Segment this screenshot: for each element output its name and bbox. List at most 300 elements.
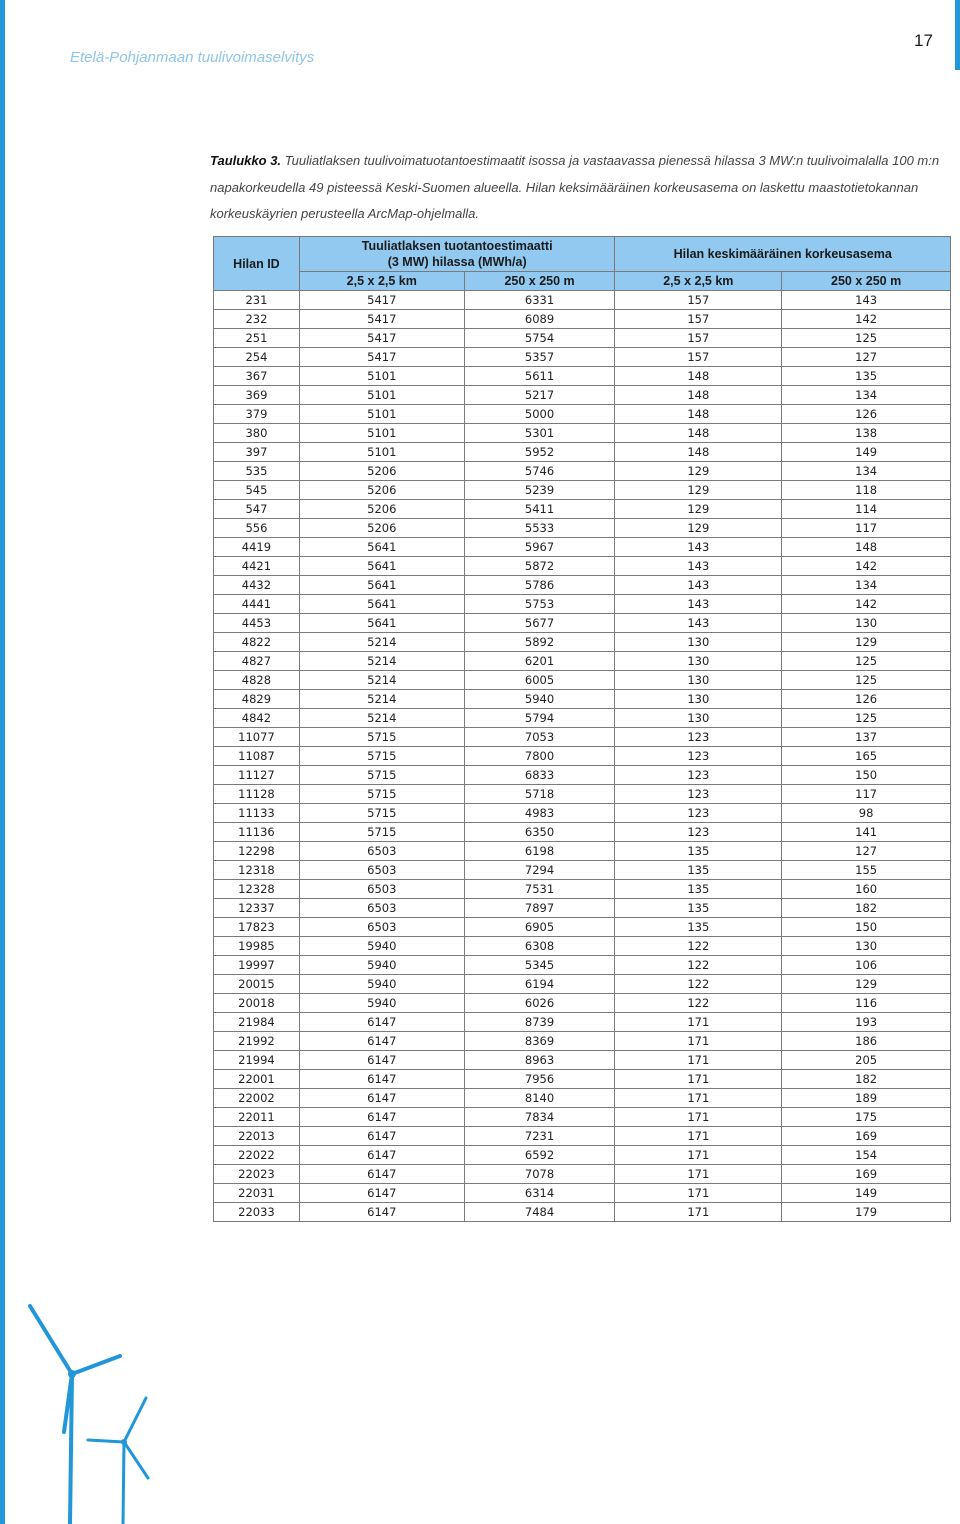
cell-hilan-id: 547 [214,500,300,519]
cell-hilan-id: 4419 [214,538,300,557]
cell-production-large: 5206 [299,500,464,519]
cell-production-small: 6331 [464,291,615,310]
cell-elevation-small: 106 [782,956,951,975]
cell-production-large: 5214 [299,671,464,690]
table-row [214,1146,951,1165]
cell-hilan-id: 11087 [214,747,300,766]
cell-production-large: 5715 [299,785,464,804]
table-row [214,576,951,595]
cell-production-large: 5940 [299,937,464,956]
cell-elevation-large: 129 [615,481,782,500]
cell-elevation-large: 130 [615,690,782,709]
cell-elevation-small: 127 [782,842,951,861]
table-row [214,538,951,557]
cell-production-small: 7231 [464,1127,615,1146]
header-production [299,237,615,272]
cell-hilan-id: 21992 [214,1032,300,1051]
table-body [214,291,951,1222]
cell-production-large: 6147 [299,1146,464,1165]
cell-hilan-id: 4842 [214,709,300,728]
cell-production-large: 5101 [299,443,464,462]
cell-hilan-id: 20015 [214,975,300,994]
cell-elevation-large: 123 [615,766,782,785]
cell-production-large: 5214 [299,690,464,709]
cell-hilan-id: 232 [214,310,300,329]
cell-elevation-small: 142 [782,310,951,329]
table-row [214,405,951,424]
table-row [214,1108,951,1127]
cell-elevation-large: 123 [615,785,782,804]
cell-elevation-large: 171 [615,1108,782,1127]
cell-hilan-id: 545 [214,481,300,500]
cell-elevation-large: 171 [615,1013,782,1032]
cell-elevation-small: 154 [782,1146,951,1165]
table-row [214,747,951,766]
cell-production-large: 5715 [299,766,464,785]
table-row [214,956,951,975]
cell-production-large: 6147 [299,1165,464,1184]
cell-production-large: 5715 [299,823,464,842]
cell-production-large: 5417 [299,291,464,310]
cell-production-small: 7484 [464,1203,615,1222]
cell-elevation-small: 134 [782,386,951,405]
cell-elevation-large: 122 [615,956,782,975]
cell-hilan-id: 535 [214,462,300,481]
cell-elevation-large: 171 [615,1165,782,1184]
cell-production-small: 5753 [464,595,615,614]
cell-elevation-large: 157 [615,291,782,310]
cell-elevation-large: 148 [615,386,782,405]
cell-hilan-id: 12328 [214,880,300,899]
cell-production-small: 5301 [464,424,615,443]
cell-production-large: 5940 [299,956,464,975]
cell-production-small: 5967 [464,538,615,557]
cell-elevation-small: 126 [782,690,951,709]
cell-production-small: 8739 [464,1013,615,1032]
cell-elevation-large: 171 [615,1203,782,1222]
cell-hilan-id: 254 [214,348,300,367]
cell-hilan-id: 367 [214,367,300,386]
cell-production-small: 6905 [464,918,615,937]
cell-production-small: 5746 [464,462,615,481]
cell-production-large: 6147 [299,1032,464,1051]
cell-elevation-large: 135 [615,880,782,899]
table-row [214,386,951,405]
cell-hilan-id: 251 [214,329,300,348]
cell-elevation-small: 149 [782,1184,951,1203]
cell-elevation-small: 143 [782,291,951,310]
cell-elevation-large: 171 [615,1051,782,1070]
table-row [214,348,951,367]
table-row [214,595,951,614]
cell-production-large: 5641 [299,557,464,576]
cell-elevation-small: 125 [782,671,951,690]
cell-hilan-id: 22033 [214,1203,300,1222]
cell-elevation-small: 205 [782,1051,951,1070]
cell-production-large: 5940 [299,994,464,1013]
table-row [214,291,951,310]
cell-elevation-large: 171 [615,1127,782,1146]
cell-production-small: 5786 [464,576,615,595]
cell-elevation-small: 130 [782,614,951,633]
cell-hilan-id: 4421 [214,557,300,576]
cell-elevation-large: 135 [615,842,782,861]
cell-production-large: 5641 [299,595,464,614]
cell-production-large: 5715 [299,728,464,747]
cell-elevation-small: 169 [782,1127,951,1146]
cell-production-large: 5206 [299,519,464,538]
cell-elevation-small: 141 [782,823,951,842]
table-row [214,728,951,747]
cell-production-large: 6147 [299,1108,464,1127]
cell-elevation-small: 193 [782,1013,951,1032]
cell-elevation-large: 122 [615,937,782,956]
cell-hilan-id: 22002 [214,1089,300,1108]
cell-production-small: 5952 [464,443,615,462]
cell-production-small: 6089 [464,310,615,329]
cell-elevation-large: 143 [615,576,782,595]
cell-hilan-id: 22011 [214,1108,300,1127]
subheader-elevation-small: 250 x 250 m [782,272,951,291]
page-number: 17 [914,31,933,50]
cell-production-large: 6147 [299,1051,464,1070]
cell-production-small: 5940 [464,690,615,709]
cell-elevation-large: 123 [615,728,782,747]
cell-elevation-small: 175 [782,1108,951,1127]
cell-production-small: 7053 [464,728,615,747]
cell-elevation-large: 171 [615,1032,782,1051]
cell-elevation-small: 114 [782,500,951,519]
cell-production-large: 6147 [299,1127,464,1146]
cell-elevation-large: 157 [615,348,782,367]
table-row [214,424,951,443]
cell-production-large: 5101 [299,405,464,424]
cell-production-small: 6592 [464,1146,615,1165]
cell-elevation-small: 125 [782,709,951,728]
wind-turbines-icon [0,1290,170,1524]
cell-hilan-id: 4827 [214,652,300,671]
cell-hilan-id: 22013 [214,1127,300,1146]
header-production-line1: Tuuliatlaksen tuotantoestimaatti [361,239,553,253]
table-row [214,975,951,994]
cell-elevation-large: 130 [615,633,782,652]
cell-production-small: 6201 [464,652,615,671]
cell-production-small: 5000 [464,405,615,424]
cell-production-small: 7834 [464,1108,615,1127]
cell-hilan-id: 17823 [214,918,300,937]
cell-elevation-large: 171 [615,1184,782,1203]
cell-hilan-id: 11127 [214,766,300,785]
cell-hilan-id: 21994 [214,1051,300,1070]
cell-production-small: 5345 [464,956,615,975]
cell-elevation-large: 129 [615,519,782,538]
cell-production-small: 6005 [464,671,615,690]
table-row [214,1165,951,1184]
cell-elevation-large: 148 [615,443,782,462]
cell-elevation-small: 129 [782,633,951,652]
cell-elevation-small: 134 [782,462,951,481]
table-row [214,462,951,481]
cell-elevation-large: 143 [615,595,782,614]
cell-elevation-small: 126 [782,405,951,424]
cell-production-large: 5715 [299,804,464,823]
cell-hilan-id: 4822 [214,633,300,652]
table-row [214,1089,951,1108]
subheader-production-large: 2,5 x 2,5 km [299,272,464,291]
cell-elevation-small: 169 [782,1165,951,1184]
cell-production-small: 5239 [464,481,615,500]
cell-production-small: 7800 [464,747,615,766]
table-row [214,519,951,538]
cell-elevation-small: 148 [782,538,951,557]
cell-production-small: 6026 [464,994,615,1013]
cell-elevation-large: 157 [615,310,782,329]
cell-elevation-small: 142 [782,557,951,576]
cell-elevation-small: 117 [782,785,951,804]
cell-hilan-id: 4441 [214,595,300,614]
cell-elevation-small: 134 [782,576,951,595]
header-hilan-id: Hilan ID [214,237,300,291]
table-row [214,1013,951,1032]
cell-production-small: 7531 [464,880,615,899]
table-row [214,1184,951,1203]
cell-production-large: 6147 [299,1203,464,1222]
table-row [214,785,951,804]
running-title: Etelä-Pohjanmaan tuulivoimaselvitys [70,49,315,66]
cell-production-large: 6147 [299,1070,464,1089]
table-row [214,804,951,823]
cell-production-small: 5411 [464,500,615,519]
cell-production-small: 6350 [464,823,615,842]
cell-hilan-id: 369 [214,386,300,405]
cell-elevation-large: 129 [615,462,782,481]
cell-production-small: 6198 [464,842,615,861]
table-row [214,614,951,633]
cell-production-small: 8963 [464,1051,615,1070]
cell-elevation-small: 116 [782,994,951,1013]
caption-label: Taulukko 3. [210,153,282,168]
cell-elevation-small: 182 [782,1070,951,1089]
table-row [214,329,951,348]
table-row [214,823,951,842]
table-row [214,557,951,576]
cell-production-large: 5641 [299,576,464,595]
cell-elevation-large: 171 [615,1146,782,1165]
cell-hilan-id: 4432 [214,576,300,595]
cell-production-large: 5214 [299,709,464,728]
cell-elevation-small: 125 [782,652,951,671]
cell-production-small: 5533 [464,519,615,538]
cell-hilan-id: 4829 [214,690,300,709]
caption-text: Tuuliatlaksen tuulivoimatuotantoestimaatit isossa ja vastaavassa pienessä hilassa 3 MW:n tuulivoimalalla 100 m:n napakorkeudella 49 pisteessä Keski-Suomen alueella. Hilan keksimääräinen korkeusasema on laskettu maastotietokannan korkeuskäyrien perusteella ArcMap-ohjelmalla. [210,153,940,221]
cell-elevation-large: 123 [615,747,782,766]
cell-production-large: 5214 [299,633,464,652]
cell-production-large: 6147 [299,1089,464,1108]
table-row [214,899,951,918]
cell-hilan-id: 11128 [214,785,300,804]
cell-hilan-id: 19985 [214,937,300,956]
cell-elevation-small: 182 [782,899,951,918]
cell-elevation-small: 160 [782,880,951,899]
cell-production-small: 5892 [464,633,615,652]
table-row [214,443,951,462]
cell-elevation-small: 138 [782,424,951,443]
table-row [214,918,951,937]
cell-elevation-large: 130 [615,671,782,690]
cell-elevation-small: 129 [782,975,951,994]
right-accent-bar [955,0,960,70]
cell-production-small: 5872 [464,557,615,576]
cell-hilan-id: 22023 [214,1165,300,1184]
cell-elevation-small: 186 [782,1032,951,1051]
cell-production-small: 4983 [464,804,615,823]
cell-production-large: 6503 [299,880,464,899]
cell-production-small: 7956 [464,1070,615,1089]
cell-hilan-id: 22031 [214,1184,300,1203]
cell-production-large: 5940 [299,975,464,994]
cell-elevation-large: 135 [615,899,782,918]
cell-hilan-id: 11136 [214,823,300,842]
cell-elevation-large: 143 [615,557,782,576]
cell-production-small: 6194 [464,975,615,994]
cell-hilan-id: 12318 [214,861,300,880]
cell-production-large: 5101 [299,386,464,405]
table-row [214,652,951,671]
cell-production-small: 5718 [464,785,615,804]
cell-elevation-small: 150 [782,918,951,937]
cell-hilan-id: 380 [214,424,300,443]
table-row [214,1051,951,1070]
table-row [214,500,951,519]
cell-production-large: 5101 [299,367,464,386]
cell-production-large: 5417 [299,329,464,348]
cell-elevation-small: 165 [782,747,951,766]
cell-elevation-small: 127 [782,348,951,367]
cell-production-large: 6147 [299,1184,464,1203]
cell-production-small: 5611 [464,367,615,386]
cell-hilan-id: 379 [214,405,300,424]
table-row [214,690,951,709]
cell-hilan-id: 20018 [214,994,300,1013]
table-row [214,842,951,861]
cell-elevation-small: 142 [782,595,951,614]
cell-elevation-small: 118 [782,481,951,500]
subheader-elevation-large: 2,5 x 2,5 km [615,272,782,291]
header-production-line2: (3 MW) hilassa (MWh/a) [387,255,527,269]
cell-elevation-small: 135 [782,367,951,386]
table-row [214,310,951,329]
cell-elevation-small: 130 [782,937,951,956]
cell-production-large: 5417 [299,310,464,329]
cell-elevation-small: 179 [782,1203,951,1222]
cell-production-large: 5101 [299,424,464,443]
cell-elevation-small: 98 [782,804,951,823]
header-elevation: Hilan keskimääräinen korkeusasema [615,237,951,272]
cell-hilan-id: 11133 [214,804,300,823]
cell-elevation-small: 155 [782,861,951,880]
cell-elevation-large: 157 [615,329,782,348]
cell-production-small: 7294 [464,861,615,880]
cell-elevation-large: 148 [615,424,782,443]
cell-production-large: 6503 [299,842,464,861]
subheader-production-small: 250 x 250 m [464,272,615,291]
table-row [214,1070,951,1089]
cell-elevation-large: 143 [615,538,782,557]
cell-hilan-id: 231 [214,291,300,310]
cell-hilan-id: 4453 [214,614,300,633]
table-row [214,937,951,956]
cell-production-large: 5417 [299,348,464,367]
cell-production-small: 7897 [464,899,615,918]
cell-elevation-large: 129 [615,500,782,519]
cell-elevation-large: 171 [615,1089,782,1108]
cell-elevation-small: 150 [782,766,951,785]
cell-elevation-small: 117 [782,519,951,538]
table-row [214,367,951,386]
cell-production-small: 6314 [464,1184,615,1203]
cell-production-large: 5206 [299,481,464,500]
production-table [213,236,951,1222]
table-row [214,880,951,899]
cell-elevation-large: 123 [615,804,782,823]
cell-production-small: 5217 [464,386,615,405]
cell-elevation-large: 123 [615,823,782,842]
cell-elevation-small: 137 [782,728,951,747]
cell-production-small: 5794 [464,709,615,728]
cell-elevation-small: 149 [782,443,951,462]
cell-production-large: 5206 [299,462,464,481]
cell-production-large: 5715 [299,747,464,766]
cell-elevation-large: 143 [615,614,782,633]
cell-elevation-large: 122 [615,994,782,1013]
cell-hilan-id: 12298 [214,842,300,861]
cell-production-large: 6147 [299,1013,464,1032]
table-caption [210,148,952,228]
cell-hilan-id: 21984 [214,1013,300,1032]
cell-hilan-id: 397 [214,443,300,462]
cell-production-small: 5754 [464,329,615,348]
table-row [214,1203,951,1222]
table-row [214,481,951,500]
table-row [214,709,951,728]
cell-production-small: 6308 [464,937,615,956]
cell-hilan-id: 22022 [214,1146,300,1165]
cell-production-small: 6833 [464,766,615,785]
cell-production-small: 7078 [464,1165,615,1184]
table-row [214,861,951,880]
cell-elevation-small: 125 [782,329,951,348]
cell-production-small: 8369 [464,1032,615,1051]
cell-elevation-large: 148 [615,367,782,386]
table-row [214,1127,951,1146]
cell-production-large: 6503 [299,899,464,918]
cell-production-large: 6503 [299,918,464,937]
cell-elevation-large: 130 [615,652,782,671]
cell-elevation-large: 171 [615,1070,782,1089]
cell-elevation-large: 130 [615,709,782,728]
cell-elevation-large: 135 [615,861,782,880]
cell-elevation-small: 189 [782,1089,951,1108]
cell-production-small: 5357 [464,348,615,367]
cell-hilan-id: 556 [214,519,300,538]
table-row [214,633,951,652]
table-row [214,671,951,690]
cell-elevation-large: 122 [615,975,782,994]
cell-hilan-id: 11077 [214,728,300,747]
table-row [214,766,951,785]
table-row [214,994,951,1013]
cell-elevation-large: 135 [615,918,782,937]
